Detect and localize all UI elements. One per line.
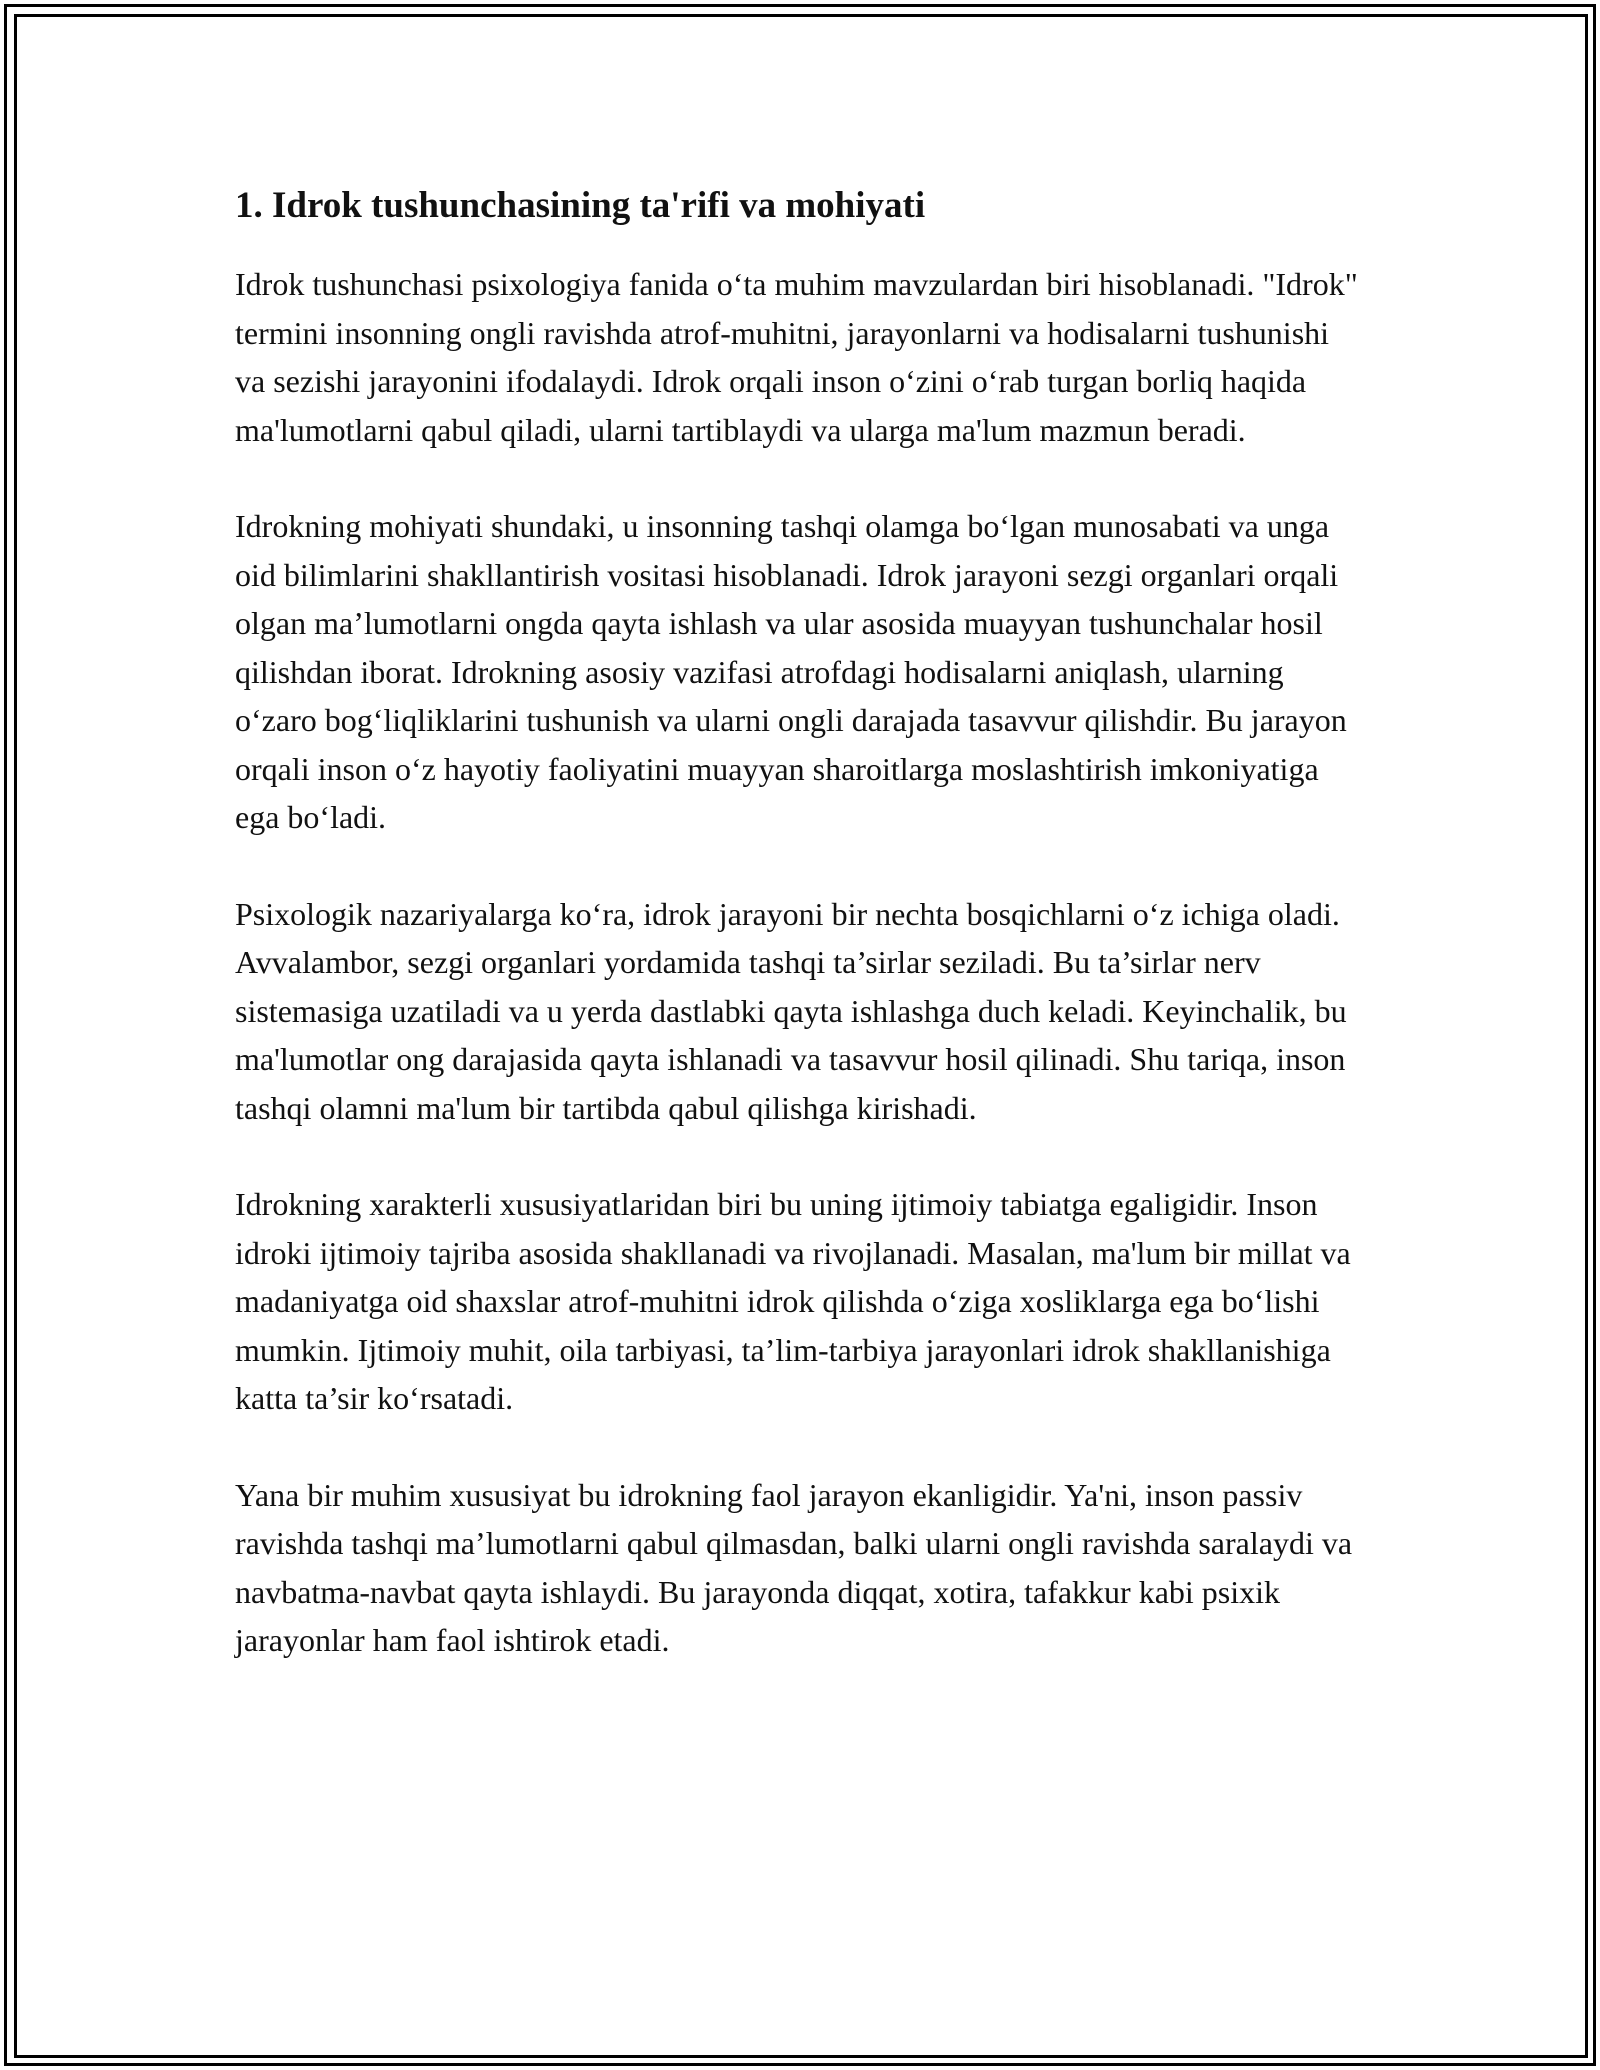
paragraph-2: Idrokning mohiyati shundaki, u insonning tashqi olamga boʻlgan munosabati va unga oid bilimlarini shakllantirish vositasi hisoblanadi. Idrok jarayoni sezgi organlari orqali olgan ma’lumotlarni ongda qayta ishlash va ular asosida muayyan tushunchalar hosil qilishdan iborat. Idrokning asosiy vazifasi atrofdagi hodisalarni aniqlash, ularning oʻzaro bogʻliqliklarini tushunish va ularni ongli darajada tasavvur qilishdir. Bu jarayon orqali inson oʻz hayotiy faoliyatini muayyan sharoitlarga moslashtirish imkoniyatiga ega boʻladi.: [235, 508, 1347, 836]
paragraph-5: Yana bir muhim xususiyat bu idrokning faol jarayon ekanligidir. Ya'ni, inson passiv ravishda tashqi ma’lumotlarni qabul qilmasdan, balki ularni ongli ravishda saralaydi va navbatma-navbat qayta ishlaydi. Bu jarayonda diqqat, xotira, tafakkur kabi psixik jarayonlar ham faol ishtirok etadi.: [235, 1476, 1353, 1659]
section-heading: 1. Idrok tushunchasining ta'rifi va mohiyati: [235, 185, 926, 226]
paragraph-4: Idrokning xarakterli xususiyatlaridan biri bu uning ijtimoiy tabiatga egaligidir. Inson idroki ijtimoiy tajriba asosida shakllanadi va rivojlanadi. Masalan, ma'lum bir millat va madaniyatga oid shaxslar atrof-muhitni idrok qilishda oʻziga xosliklarga ega boʻlishi mumkin. Ijtimoiy muhit, oila tarbiyasi, ta’lim-tarbiya jarayonlari idrok shakllanishiga katta ta’sir koʻrsatadi.: [235, 1186, 1351, 1417]
document-body: [235, 184, 1365, 1713]
paragraph-1: Idrok tushunchasi psixologiya fanida oʻta muhim mavzulardan biri hisoblanadi. "Idrok" termini insonning ongli ravishda atrof-muhitni, jarayonlarni va hodisalarni tushunishi va sezishi jarayonini ifodalaydi. Idrok orqali inson oʻzini oʻrab turgan borliq haqida ma'lumotlarni qabul qiladi, ularni tartiblaydi va ularga ma'lum mazmun beradi.: [235, 266, 1358, 448]
paragraph-3: Psixologik nazariyalarga koʻra, idrok jarayoni bir nechta bosqichlarni oʻz ichiga oladi. Avvalambor, sezgi organlari yordamida tashqi ta’sirlar seziladi. Bu ta’sirlar nerv sistemasiga uzatiladi va u yerda dastlabki qayta ishlashga duch keladi. Keyinchalik, bu ma'lumotlar ong darajasida qayta ishlanadi va tasavvur hosil qilinadi. Shu tariqa, inson tashqi olamni ma'lum bir tartibda qabul qilishga kirishadi.: [235, 895, 1347, 1126]
